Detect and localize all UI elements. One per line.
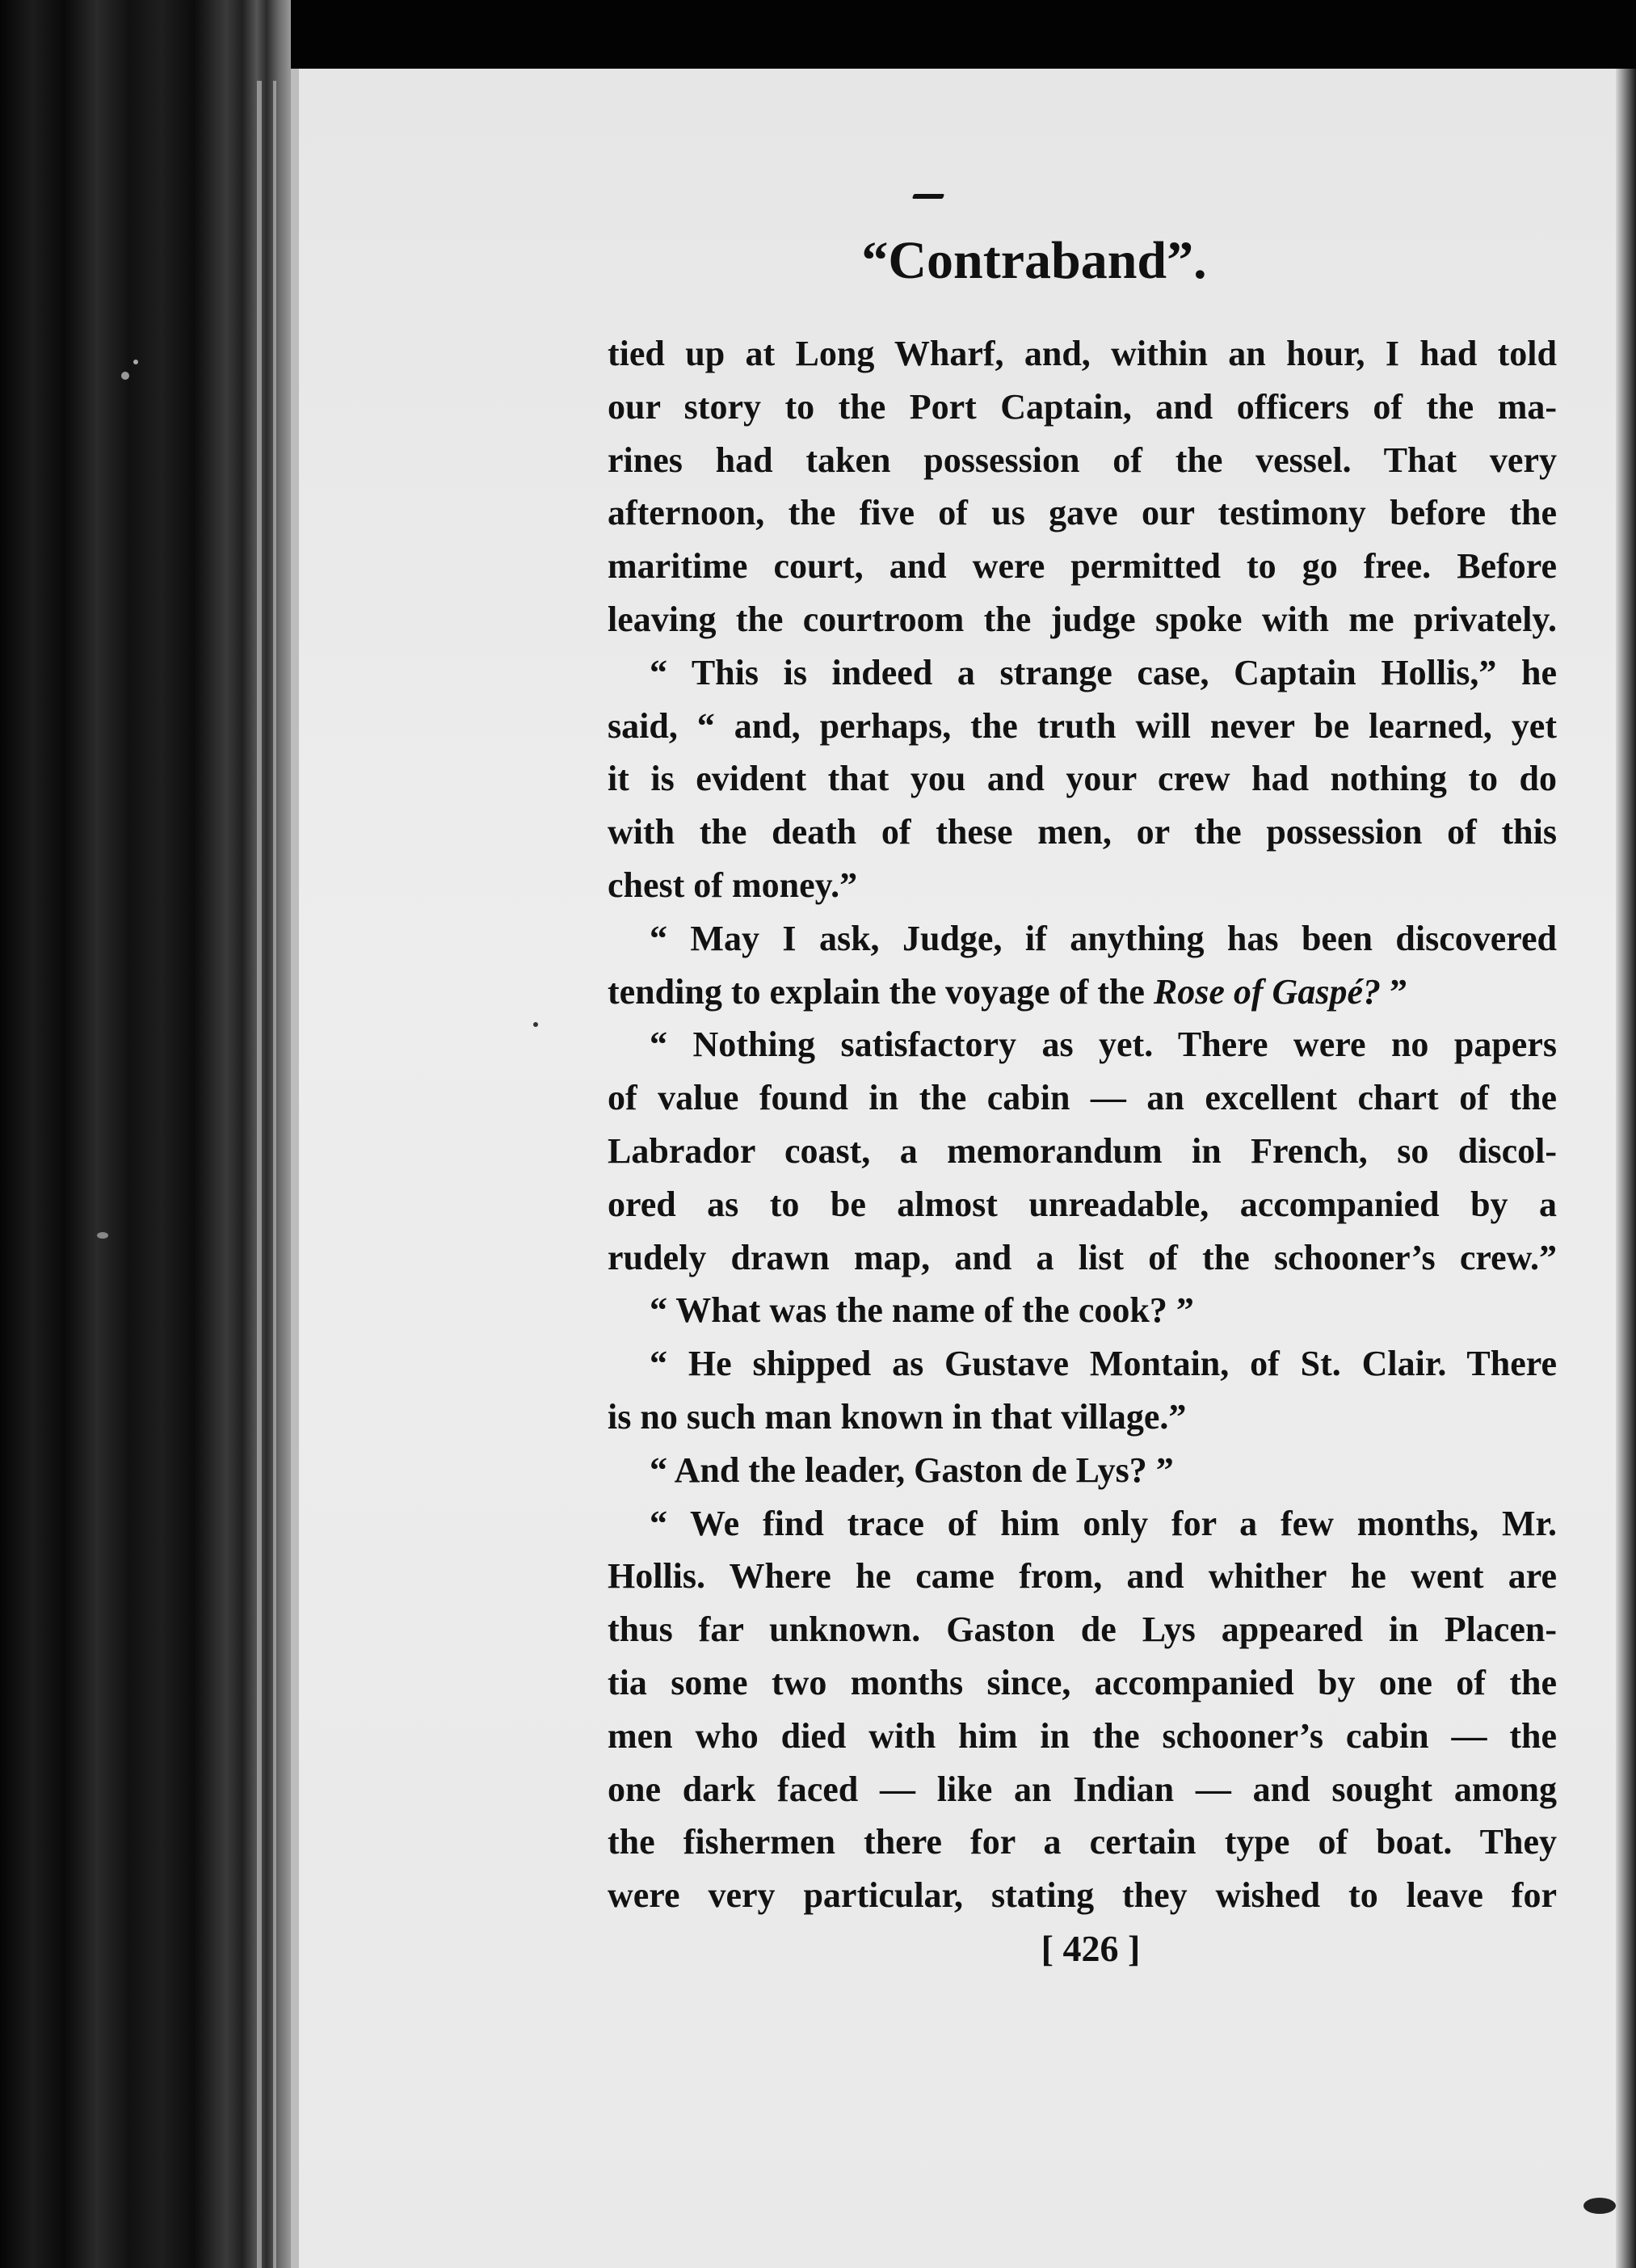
text-line-with-ship-name [608,966,1557,1019]
book-binding [0,0,291,2268]
text-line: “ We find trace of him only for a few months, Mr. [650,1503,1557,1543]
text-line: it is evident that you and your crew had nothing to do [608,759,1557,799]
text-line: maritime court, and were permitted to go free. Before [608,546,1557,587]
text-line: our story to the Port Captain, and officers of the ma- [608,386,1557,427]
running-head: “Contraband”. [861,231,1207,290]
text-line: were very particular, stating they wished to leave for [608,1875,1557,1916]
text-line: men who died with him in the schooner’s cabin — the [608,1715,1557,1756]
scan-speck [97,1232,108,1239]
text-line: is no such man known in that village.” [608,1396,1187,1437]
text-line: with the death of these men, or the possession of this [608,812,1557,852]
binding-stripe [273,81,276,2268]
scan-speck [533,1022,538,1027]
page-right-edge [1616,69,1636,2268]
text-line-start: tending to explain the voyage of the [608,971,1154,1012]
text-line: “ Nothing satisfactory as yet. There were no papers [650,1025,1557,1065]
page-number: [ 426 ] [1041,1928,1141,1969]
text-line: “ What was the name of the cook? ” [650,1290,1194,1331]
text-line: thus far unknown. Gaston de Lys appeared in Placen- [608,1609,1557,1650]
text-line: “ And the leader, Gaston de Lys? ” [650,1450,1174,1490]
text-line: rines had taken possession of the vessel. That very [608,440,1557,480]
binding-stripe [257,81,262,2268]
text-line: the fishermen there for a certain type of boat. They [608,1822,1557,1862]
text-line: of value found in the cabin — an excellent chart of the [608,1078,1557,1118]
text-line: rudely drawn map, and a list of the schooner’s crew.” [608,1237,1557,1277]
text-line: “ This is indeed a strange case, Captain Hollis,” he [650,652,1557,692]
body-text [608,327,1557,1922]
scan-speck [133,360,138,364]
text-line: “ May I ask, Judge, if anything has been discovered [650,918,1557,958]
scan-speck [1583,2198,1616,2214]
closing-quote: ” [1380,971,1407,1012]
text-line: afternoon, the five of us gave our testimony before the [608,493,1557,533]
text-line: chest of money.” [608,865,858,905]
scan-speck [121,372,129,380]
text-line: “ He shipped as Gustave Montain, of St. Clair. There [650,1344,1557,1384]
text-line: one dark faced — like an Indian — and sought among [608,1769,1557,1809]
text-line: ored as to be almost unreadable, accompanied by a [608,1184,1557,1224]
ship-name: Rose of Gaspé? [1153,971,1381,1012]
text-line: said, “ and, perhaps, the truth will never be learned, yet [608,705,1557,746]
text-line: tied up at Long Wharf, and, within an hour, I had told [608,334,1557,373]
text-line: leaving the courtroom the judge spoke with me privately. [608,599,1557,639]
dash-mark [912,194,944,199]
text-line: Hollis. Where he came from, and whither he went are [608,1556,1557,1597]
text-line: Labrador coast, a memorandum in French, so discol- [608,1130,1557,1171]
text-line: tia some two months since, accompanied by one of the [608,1662,1557,1702]
